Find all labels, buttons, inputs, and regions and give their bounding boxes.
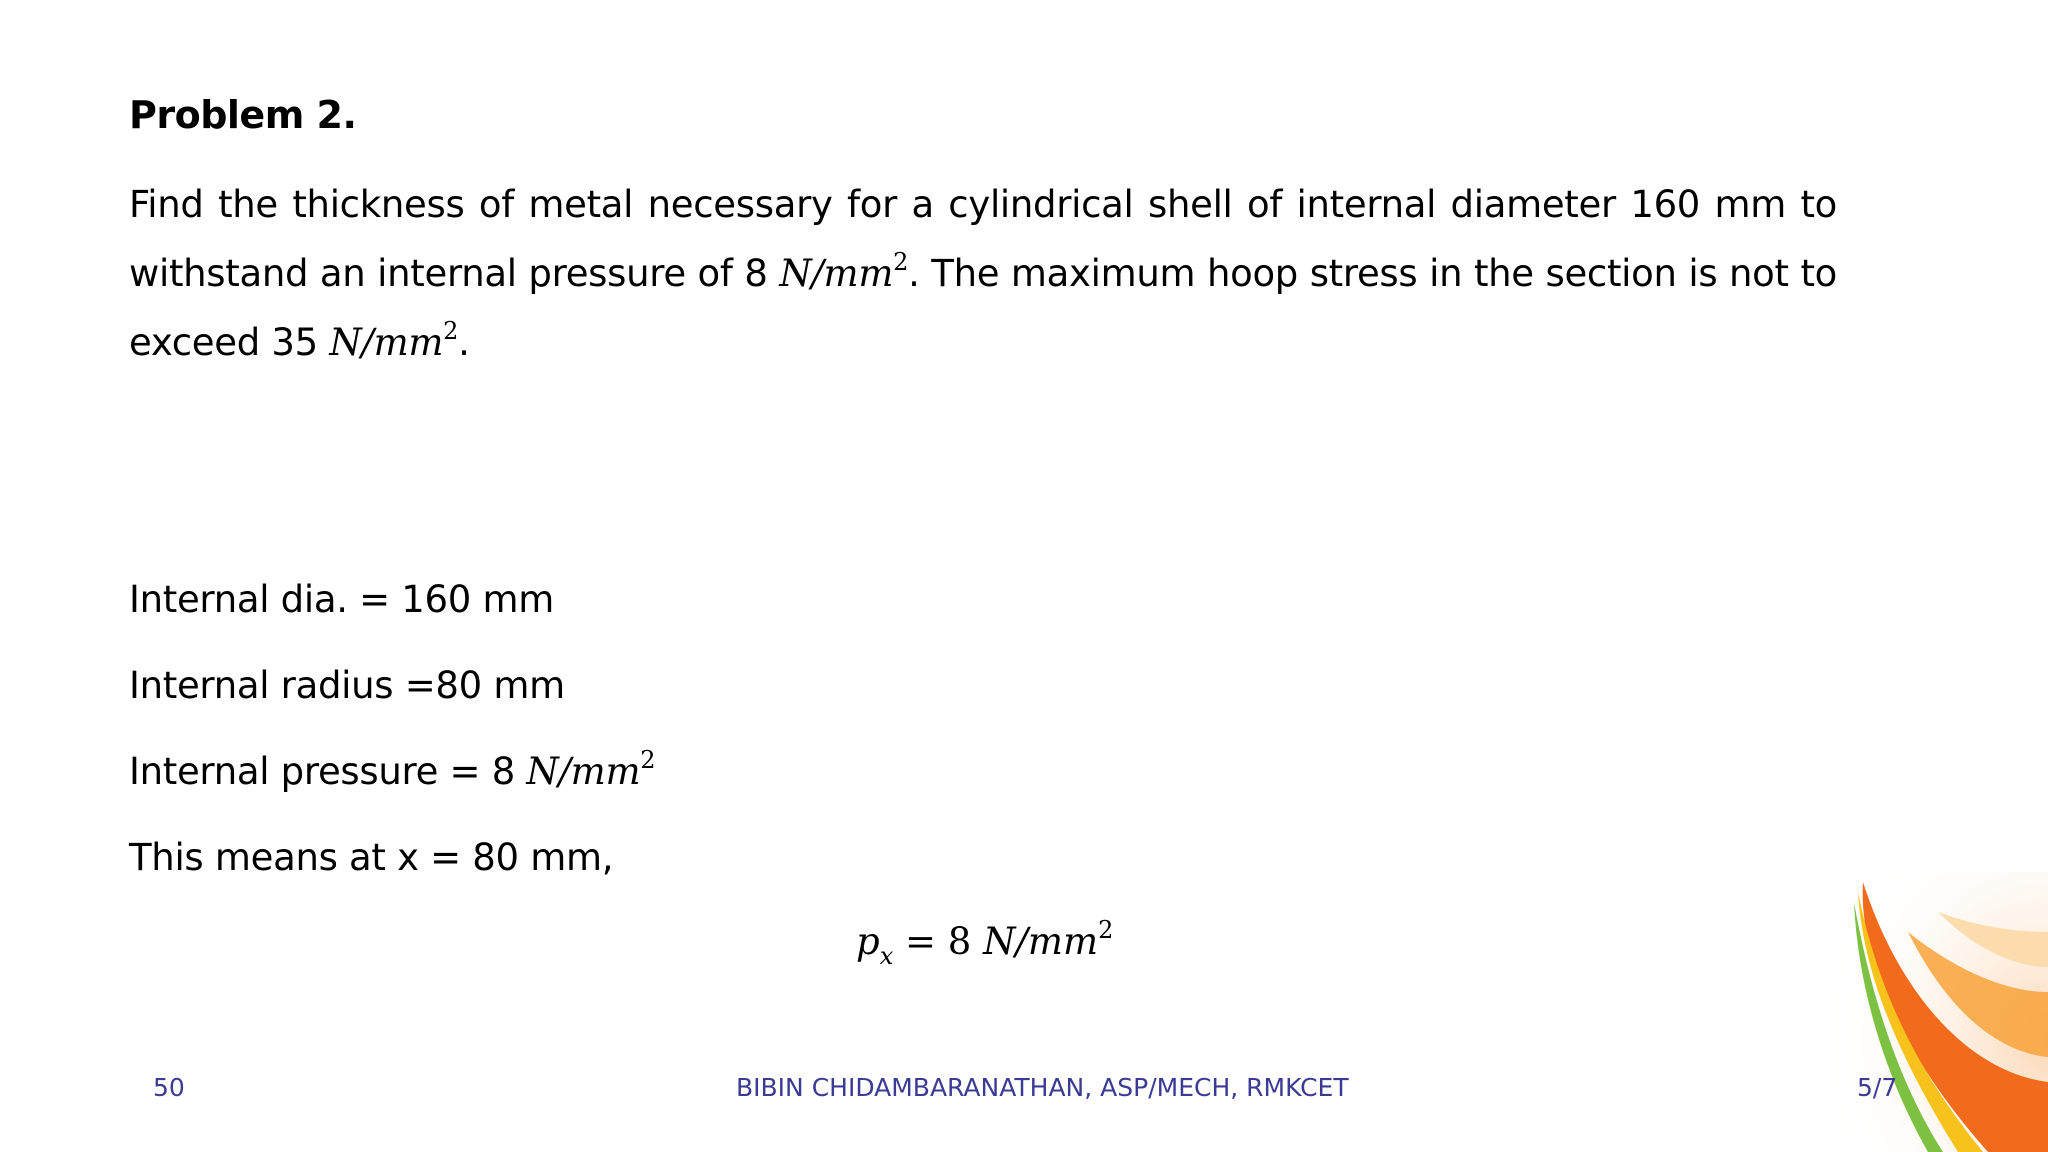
footer-slide-number: 5/7: [1857, 1073, 1898, 1102]
given-means: This means at x = 80 mm,: [129, 836, 614, 879]
stress-unit: $N/mm^2$: [329, 317, 459, 364]
footer-page-number: 50: [153, 1073, 185, 1102]
problem-heading: Problem 2.: [129, 93, 357, 137]
given-pressure: Internal pressure = 8 $N/mm^2$: [129, 746, 656, 793]
problem-text-2: . The maximum hoop stress in the section is not to exceed 35: [129, 252, 1837, 364]
given-radius: Internal radius =80 mm: [129, 664, 565, 707]
problem-statement: [129, 170, 1837, 377]
swoosh-decoration-icon: [1788, 872, 2048, 1152]
given-diameter: Internal dia. = 160 mm: [129, 578, 554, 621]
boundary-equation: $p_x = 8$ $N/mm^2$: [856, 916, 1114, 970]
problem-text-1: Find the thickness of metal necessary for a cylindrical shell of internal diameter 160 mm to withstand an internal pressure of 8: [129, 183, 1837, 295]
pressure-unit: $N/mm^2$: [779, 248, 909, 295]
footer-author: BIBIN CHIDAMBARANATHAN, ASP/MECH, RMKCET: [736, 1073, 1349, 1102]
problem-text-3: .: [458, 321, 470, 364]
